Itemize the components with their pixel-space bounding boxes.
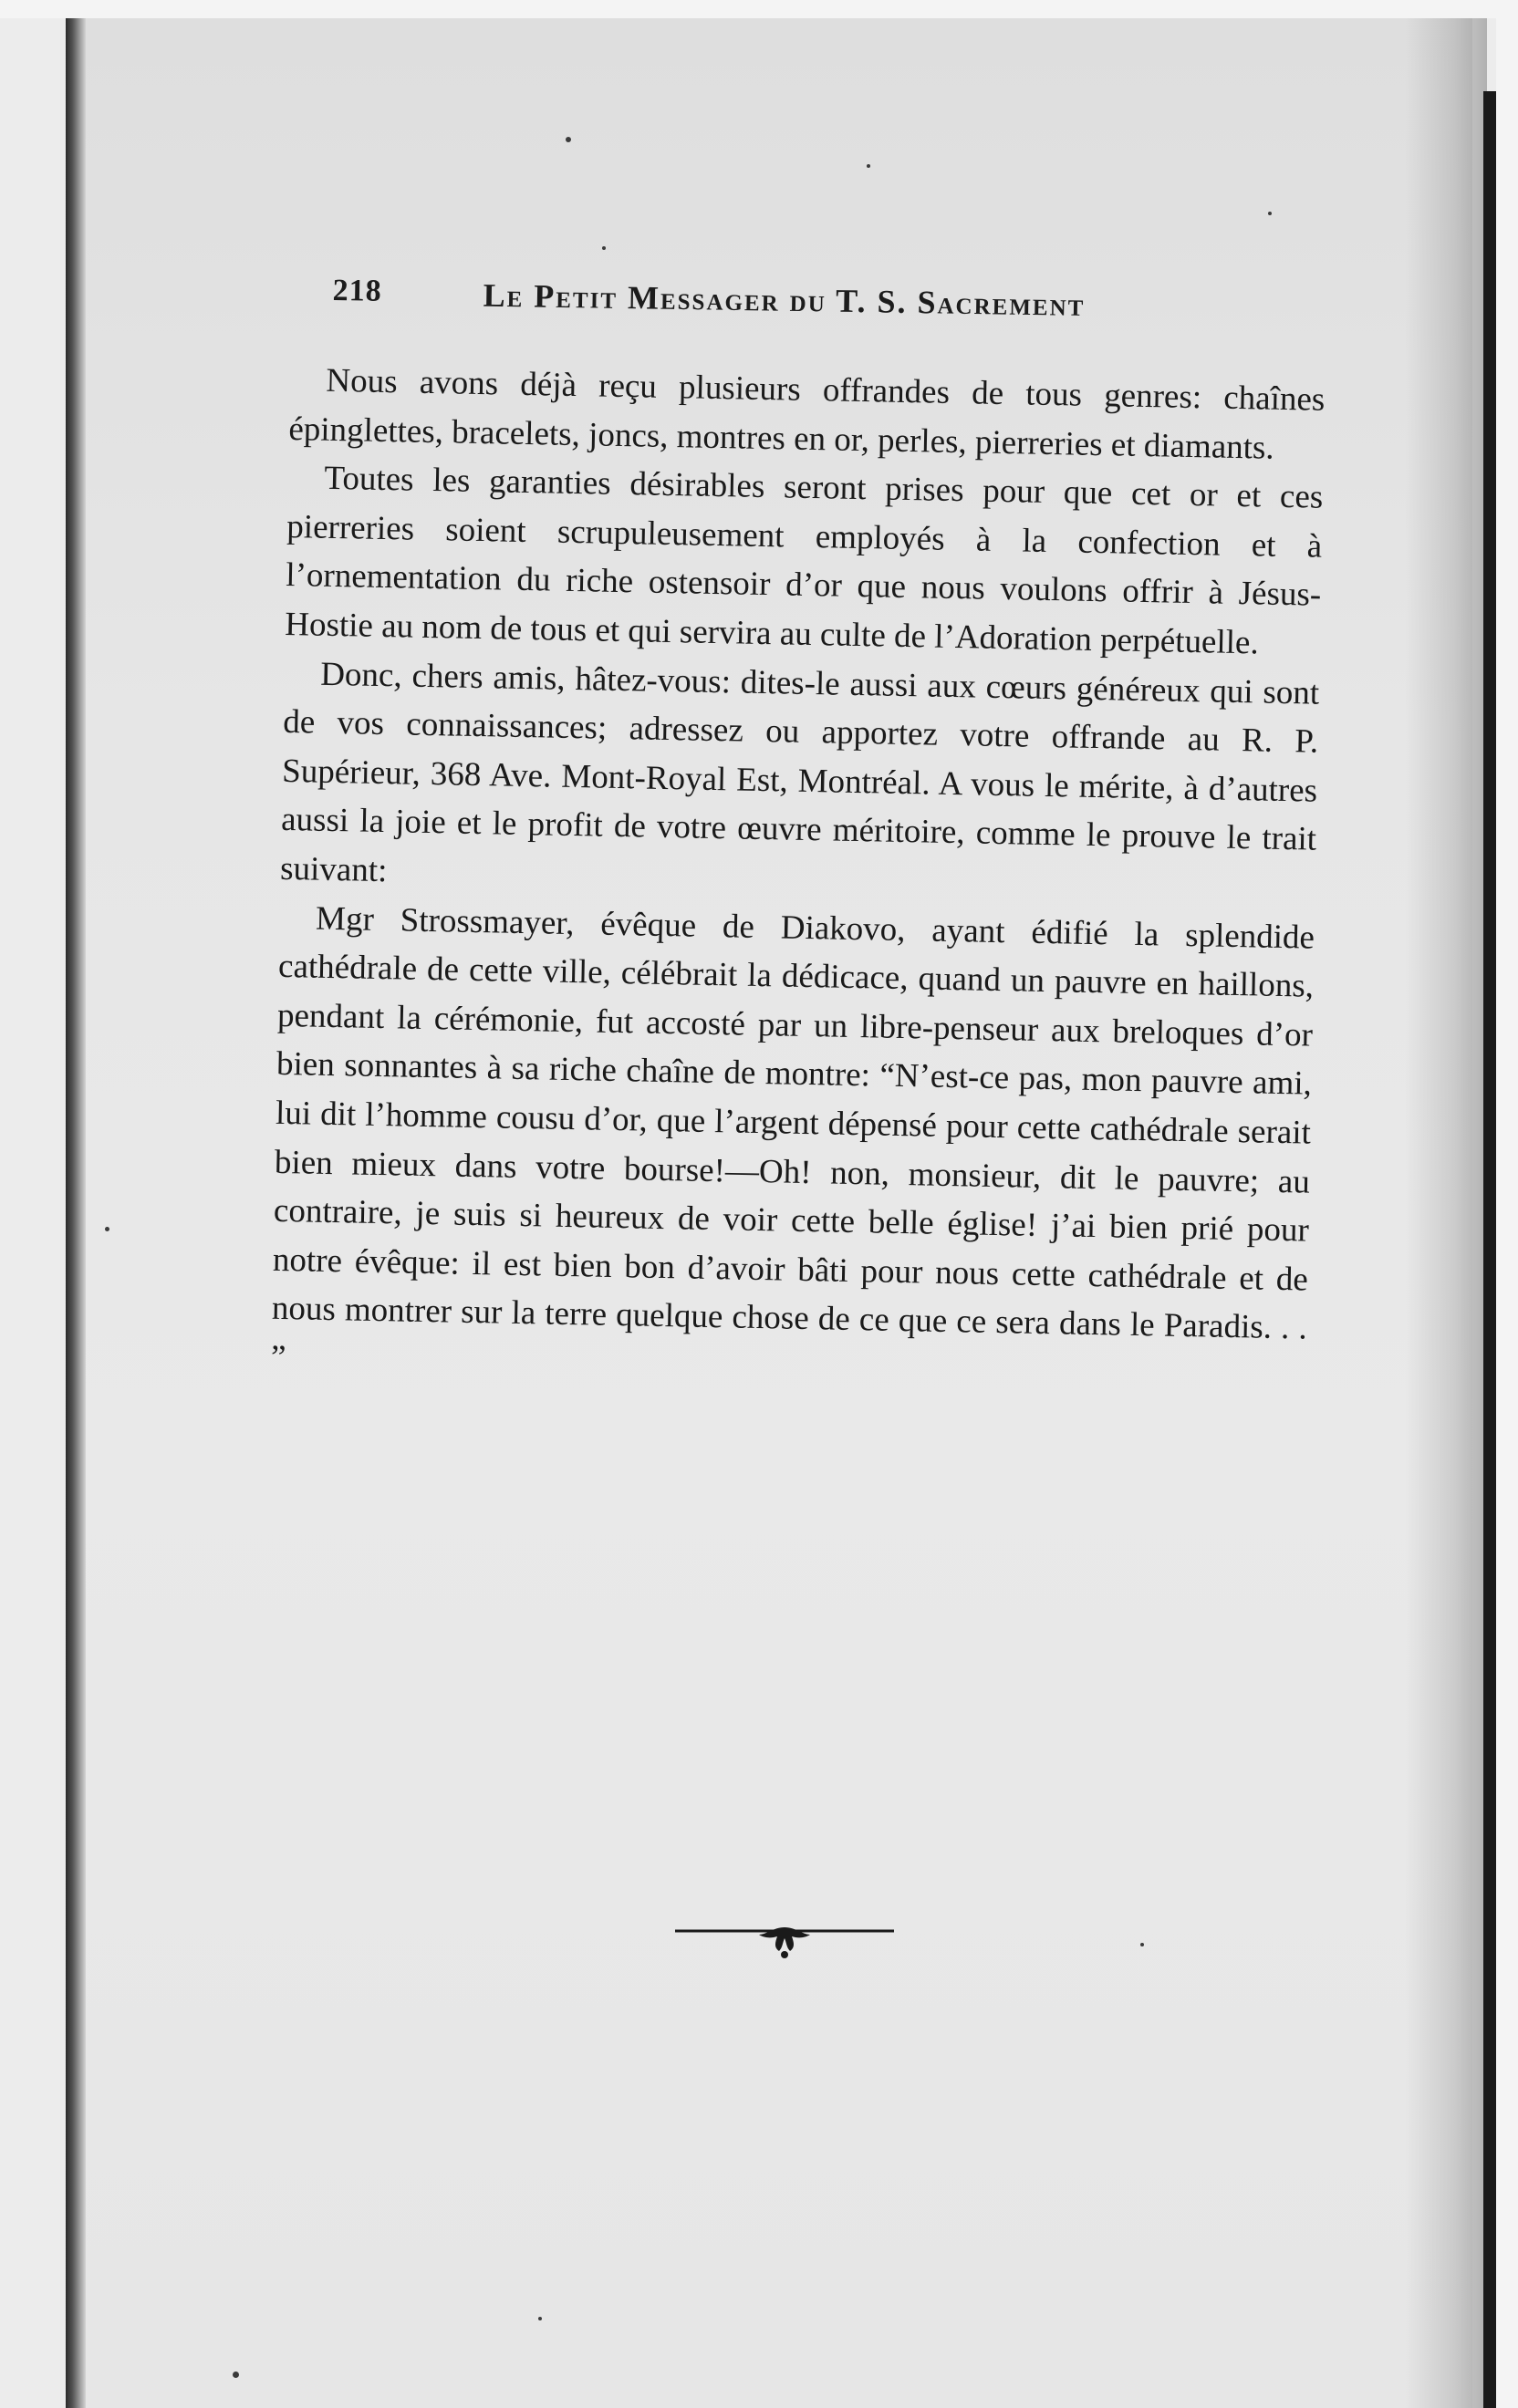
scan-top-margin: [0, 0, 1518, 18]
paragraph-garanties: Toutes les garanties désirables seront prises pour que cet or et ces pierreries soient scrupuleusement employés à la confection et à l’ornementation du riche ostensoir d’or que nous voulons offrir à Jésus-Hostie au nom de tous et qui servira au culte de l’Adoration perpétuelle.: [284, 459, 1324, 662]
dust-speck: [867, 164, 870, 168]
paragraph-anecdote: Mgr Strossmayer, évêque de Diakovo, ayant édifié la splendide cathédrale de cette ville, célébrait la dédicace, quand un pauvre en haillons, pendant la cérémonie, fut accosté par un libre-penseur aux breloques d’or bien sonnantes à sa riche chaîne de montre: “N’est-ce pas, mon pauvre ami, lui dit l’homme cousu d’or, que l’argent dépensé pour cette cathédrale serait bien mieux dans votre bourse!—Oh! non, monsieur, dit le pauvre; au contraire, je suis si heureux de voir cette belle église! j’ai bien prié pour notre évêque: il est bien bon d’avoir bâti pour nous cette cathédrale et de nous montrer sur la terre quelque chose de ce que ce sera dans le Paradis. . . ”: [270, 899, 1315, 1376]
scan-right-margin: [1496, 0, 1518, 2408]
paragraph-appel: Donc, chers amis, hâtez-vous: dites-le aussi aux cœurs généreux qui sont de vos connaissances; adressez ou apportez votre offrande au R. P. Supérieur, 368 Ave. Mont-Royal Est, Montréal. A vous le mérite, à d’autres aussi la joie et le profit de votre œuvre méritoire, comme le prouve le trait suivant:: [279, 655, 1320, 890]
binding-shadow: [1405, 18, 1487, 2408]
dust-speck: [105, 1227, 109, 1231]
dust-speck: [1268, 212, 1272, 215]
binding-gutter: [1483, 91, 1496, 2408]
page-number: 218: [332, 274, 382, 308]
journal-title: Le Petit Messager du T. S. Sacrement: [483, 276, 1086, 323]
page-left-edge: [66, 18, 86, 2408]
fleuron-divider-icon: [675, 1911, 894, 1966]
dust-speck: [566, 137, 571, 142]
dust-speck: [602, 246, 606, 250]
dust-speck: [1140, 1943, 1144, 1946]
paragraph-offrandes: Nous avons déjà reçu plusieurs offrandes de tous genres: chaînes épinglettes, bracelets, joncs, montres en or, perles, pierreries et diamants.: [288, 361, 1326, 467]
body-text: [270, 356, 1325, 1402]
dust-speck: [538, 2317, 542, 2320]
dust-speck: [233, 2372, 239, 2378]
